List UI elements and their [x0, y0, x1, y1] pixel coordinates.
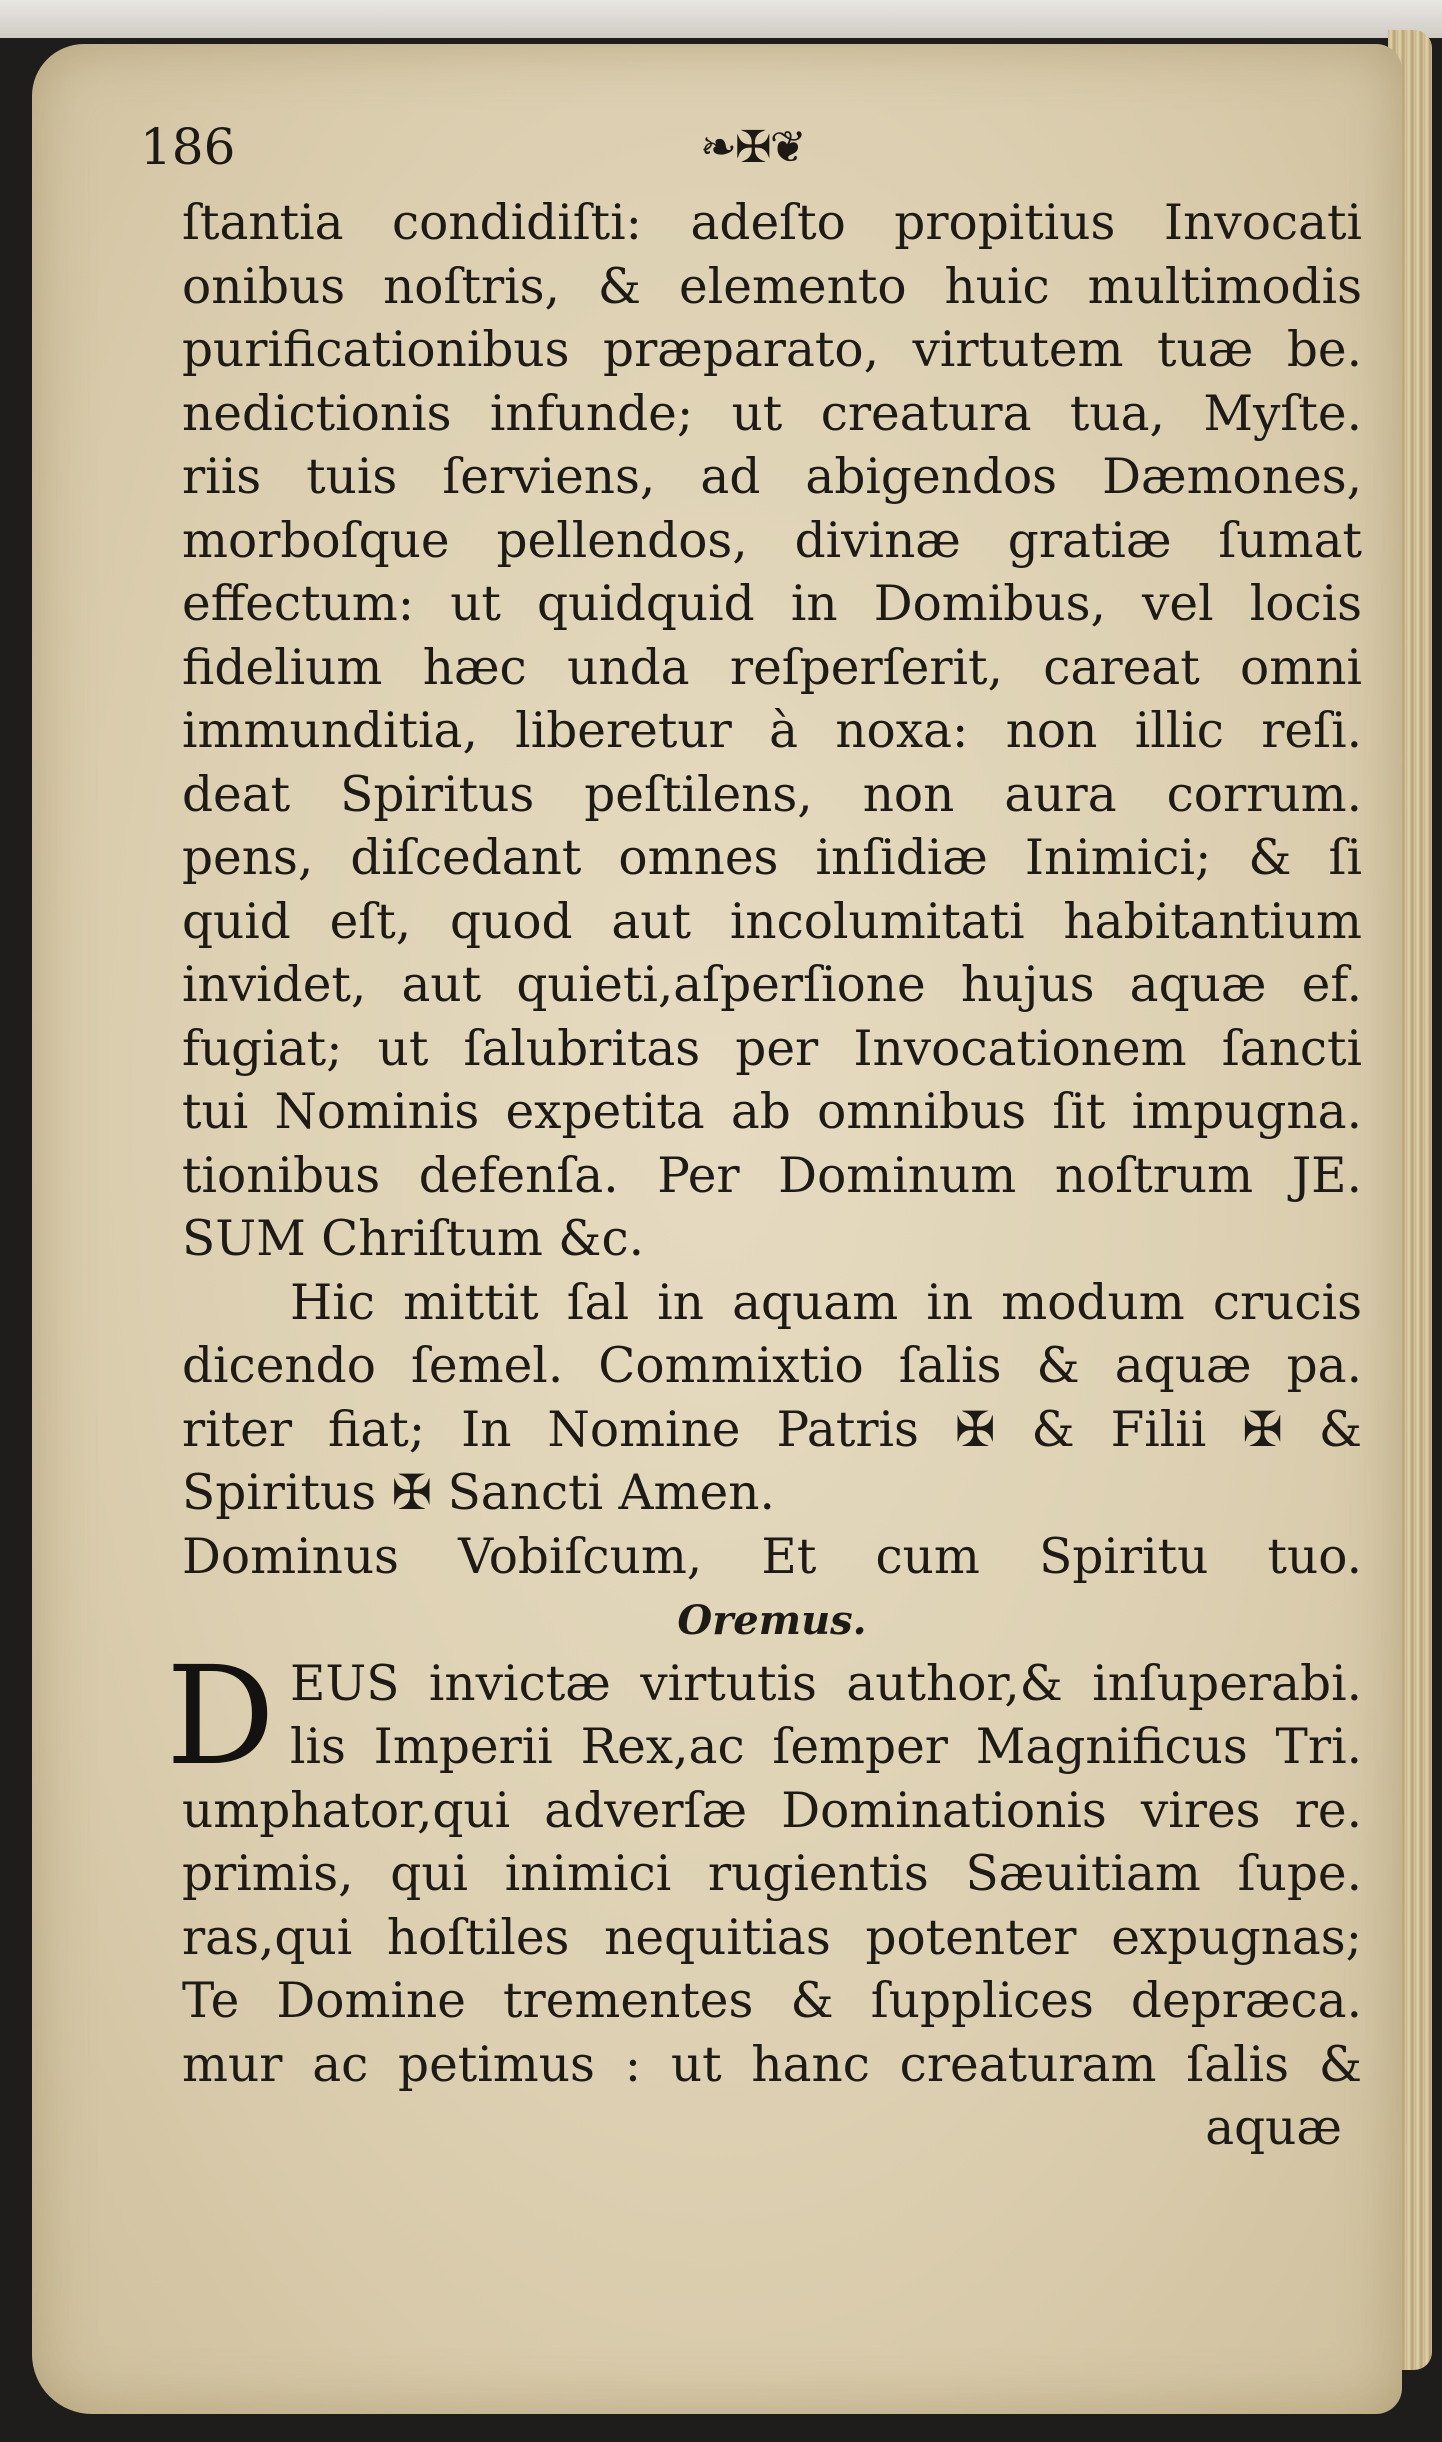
header-ornament-icon: ❧✠❦ — [700, 122, 805, 173]
versicle: Dominus Vobiſcum, Et cum Spiritu tuo. — [182, 1528, 1362, 1585]
text-line: ſtantia condidiſti: adeſto propitius Invocati — [182, 195, 1362, 251]
rubric-line: riter fiat; In Nomine Patris ✠ & Filii ✠ & — [182, 1401, 1362, 1458]
text-line: Te Domine trementes & ſupplices depræca. — [182, 1973, 1362, 2029]
text-line: mur ac petimus : ut hanc creaturam ſalis & — [182, 2036, 1362, 2093]
text-line: effectum: ut quidquid in Domibus, vel locis — [182, 576, 1362, 632]
page-header — [140, 118, 1360, 188]
text-line: umphator,qui adverſæ Dominationis vires re. — [182, 1782, 1362, 1839]
text-line: primis, qui inimici rugientis Sæuitiam ſupe. — [182, 1846, 1362, 1902]
text-line: EUS invictæ virtutis author,& inſuperabi. — [290, 1655, 1362, 1712]
text-line: pens, diſcedant omnes inſidiæ Inimici; & ſi — [182, 830, 1362, 886]
text-line: onibus noſtris, & elemento huic multimodis — [182, 258, 1362, 315]
page-number: 186 — [140, 118, 236, 176]
text-line: fidelium hæc unda reſperſerit, careat omni — [182, 639, 1362, 696]
text-line: riis tuis ſerviens, ad abigendos Dæmones, — [182, 449, 1362, 505]
text-line: SUM Chriſtum &c. — [182, 1211, 645, 1267]
drop-cap: D — [166, 1637, 276, 1796]
text-line: immunditia, liberetur à noxa: non illic reſi. — [182, 703, 1362, 759]
oremus-heading: Oremus. — [677, 1597, 867, 1644]
catchword: aquæ — [1205, 2100, 1342, 2156]
rubric-line: Spiritus ✠ Sancti Amen. — [182, 1465, 775, 1521]
text-line: lis Imperii Rex,ac ſemper Magnificus Tri. — [290, 1719, 1362, 1775]
scan-background — [0, 0, 1442, 38]
text-line: deat Spiritus peſtilens, non aura corrum. — [182, 766, 1362, 823]
prayer-paragraph-one — [182, 192, 1362, 1272]
text-line: quid eſt, quod aut incolumitati habitantium — [182, 893, 1362, 950]
text-line: fugiat; ut ſalubritas per Invocationem ſancti — [182, 1020, 1362, 1077]
text-line: nedictionis infunde; ut creatura tua, Myſte. — [182, 385, 1362, 442]
text-line: morboſque pellendos, divinæ gratiæ ſumat — [182, 512, 1362, 569]
rubric-paragraph — [182, 1272, 1362, 1526]
text-line: ras,qui hoſtiles nequitias potenter expugnas; — [182, 1909, 1362, 1966]
rubric-line: dicendo ſemel. Commixtio ſalis & aquæ pa. — [182, 1338, 1362, 1394]
text-line: invidet, aut quieti,aſperſione hujus aquæ ef. — [182, 957, 1362, 1013]
text-line: tui Nominis expetita ab omnibus ſit impugna. — [182, 1084, 1362, 1140]
prayer-paragraph-two — [166, 1637, 1362, 2098]
rubric-line: Hic mittit ſal in aquam in modum crucis — [290, 1274, 1362, 1331]
catchword-row — [182, 2097, 1362, 2161]
text-line: purificationibus præparato, virtutem tuæ be. — [182, 322, 1362, 378]
text-line: tionibus defenſa. Per Dominum noſtrum JE. — [182, 1147, 1362, 1204]
page-text — [166, 192, 1362, 2161]
